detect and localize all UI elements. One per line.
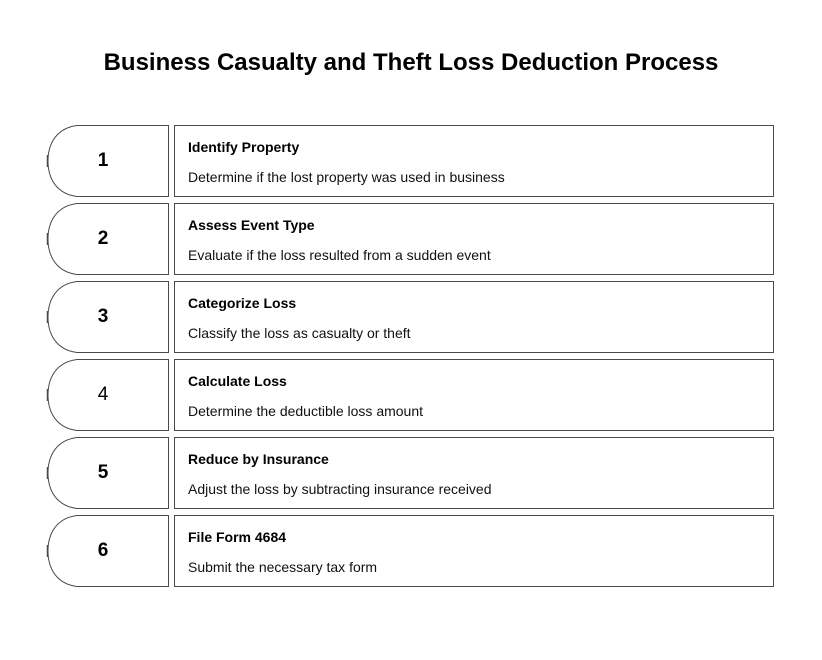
step-number: 4 <box>97 384 109 405</box>
step-description: Determine if the lost property was used in business <box>188 169 505 185</box>
step-number: 5 <box>97 462 109 483</box>
step-card <box>174 437 774 509</box>
step-title: File Form 4684 <box>188 529 287 545</box>
step-number-tab <box>47 515 170 587</box>
step-number: 3 <box>97 306 109 327</box>
step-1 <box>47 125 775 197</box>
step-title: Assess Event Type <box>188 217 315 233</box>
step-number-tab <box>47 359 170 431</box>
step-card <box>174 281 774 353</box>
step-4 <box>47 359 775 431</box>
step-number: 2 <box>97 228 109 249</box>
diagram-title: Business Casualty and Theft Loss Deduction Process <box>103 49 719 76</box>
step-description: Classify the loss as casualty or theft <box>188 325 411 341</box>
step-title: Categorize Loss <box>188 295 297 311</box>
step-number: 1 <box>97 150 109 171</box>
step-title: Identify Property <box>188 139 300 155</box>
step-number-tab <box>47 437 170 509</box>
process-steps <box>47 125 775 593</box>
step-card <box>174 515 774 587</box>
step-card <box>174 125 774 197</box>
step-description: Evaluate if the loss resulted from a sudden event <box>188 247 491 263</box>
step-6 <box>47 515 775 587</box>
step-number-tab <box>47 281 170 353</box>
step-description: Determine the deductible loss amount <box>188 403 424 419</box>
step-5 <box>47 437 775 509</box>
step-description: Adjust the loss by subtracting insurance received <box>188 481 492 497</box>
step-number-tab <box>47 125 170 197</box>
step-title: Calculate Loss <box>188 373 287 389</box>
step-card <box>174 359 774 431</box>
step-2 <box>47 203 775 275</box>
step-description: Submit the necessary tax form <box>188 559 378 575</box>
step-number-tab <box>47 203 170 275</box>
step-title: Reduce by Insurance <box>188 451 329 467</box>
step-card <box>174 203 774 275</box>
step-number: 6 <box>97 540 109 561</box>
step-3 <box>47 281 775 353</box>
